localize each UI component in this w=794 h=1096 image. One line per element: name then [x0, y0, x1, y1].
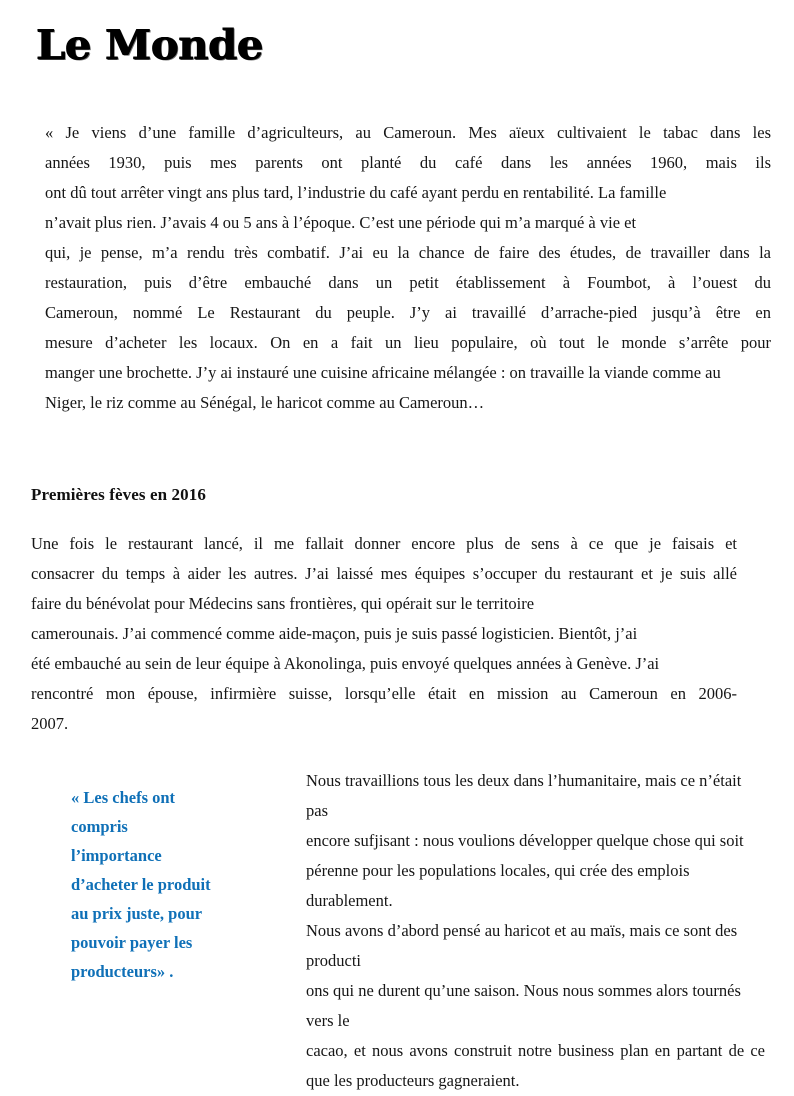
paragraph-line: n’avait plus rien. J’avais 4 ou 5 ans à l’époque. C’est une période qui m’a marqué à vie et [45, 213, 637, 232]
quote-and-text-block [31, 766, 765, 1096]
paragraph-line: restauration, puis d’être embauché dans un petit établissement à Foumbot, à l’ouest du [45, 273, 771, 292]
paragraph-line: camerounais. J’ai commencé comme aide-maçon, puis je suis passé logisticien. Bientôt, j’ai [31, 624, 638, 643]
paragraph-line: Une fois le restaurant lancé, il me fallait donner encore plus de sens à ce que je faisais et [31, 534, 737, 553]
paragraph-line: cacao, et nous avons construit notre business plan en partant de ce [306, 1041, 765, 1060]
third-paragraph [306, 766, 765, 1096]
paragraph-line: consacrer du temps à aider les autres. J’ai laissé mes équipes s’occuper du restaurant et je suis allé [31, 564, 737, 583]
paragraph-line: ont dû tout arrêter vingt ans plus tard, l’industrie du café ayant perdu en rentabilité. La famille [45, 183, 667, 202]
lead-paragraph [31, 118, 771, 418]
paragraph-line: manger une brochette. J’y ai instauré une cuisine africaine mélangée : on travaille la viande comme au [45, 363, 721, 382]
paragraph-line: mesure d’acheter les locaux. On en a fait un lieu populaire, où tout le monde s’arrête pour [45, 333, 771, 352]
paragraph-line: encore sufjisant : nous voulions développer quelque chose qui soit [306, 831, 744, 850]
paragraph-line: ons qui ne durent qu’une saison. Nous nous sommes alors tournés vers le [306, 981, 741, 1030]
paragraph-line: faire du bénévolat pour Médecins sans frontières, qui opérait sur le territoire [31, 594, 535, 613]
paragraph-line: années 1930, puis mes parents ont planté du café dans les années 1960, mais ils [45, 153, 771, 172]
paragraph-line: Nous travaillions tous les deux dans l’humanitaire, mais ce n’était pas [306, 771, 742, 820]
paragraph-line: que les producteurs gagneraient. [306, 1071, 520, 1090]
paragraph-line: été embauché au sein de leur équipe à Akonolinga, puis envoyé quelques années à Genève. J’ai [31, 654, 660, 673]
paragraph-line: Niger, le riz comme au Sénégal, le haricot comme au Cameroun… [45, 393, 485, 412]
masthead [36, 14, 263, 76]
paragraph-line: rencontré mon épouse, infirmière suisse, lorsqu’elle était en mission au Cameroun en 2006- [31, 684, 737, 703]
paragraph-line: pérenne pour les populations locales, qui crée des emplois durablement. [306, 861, 690, 910]
paragraph-line: Cameroun, nommé Le Restaurant du peuple. J’y ai travaillé d’arrache-pied jusqu’à être en [45, 303, 771, 322]
section-heading: Premières fèves en 2016 [31, 485, 206, 505]
pull-quote: « Les chefs ont compris l’importance d’acheter le produit au prix juste, pour pouvoir payer les producteurs» . [71, 787, 211, 981]
paragraph-line: « Je viens d’une famille d’agriculteurs, au Cameroun. Mes aïeux cultivaient le tabac dans les [45, 123, 771, 142]
paragraph-line: Nous avons d’abord pensé au haricot et au maïs, mais ce sont des producti [306, 921, 738, 970]
paragraph-line: 2007. [31, 714, 69, 733]
paragraph-line: qui, je pense, m’a rendu très combatif. J’ai eu la chance de faire des études, de travailler dans la [45, 243, 771, 262]
le-monde-logo: Le Monde [36, 20, 263, 69]
second-paragraph [31, 529, 737, 739]
